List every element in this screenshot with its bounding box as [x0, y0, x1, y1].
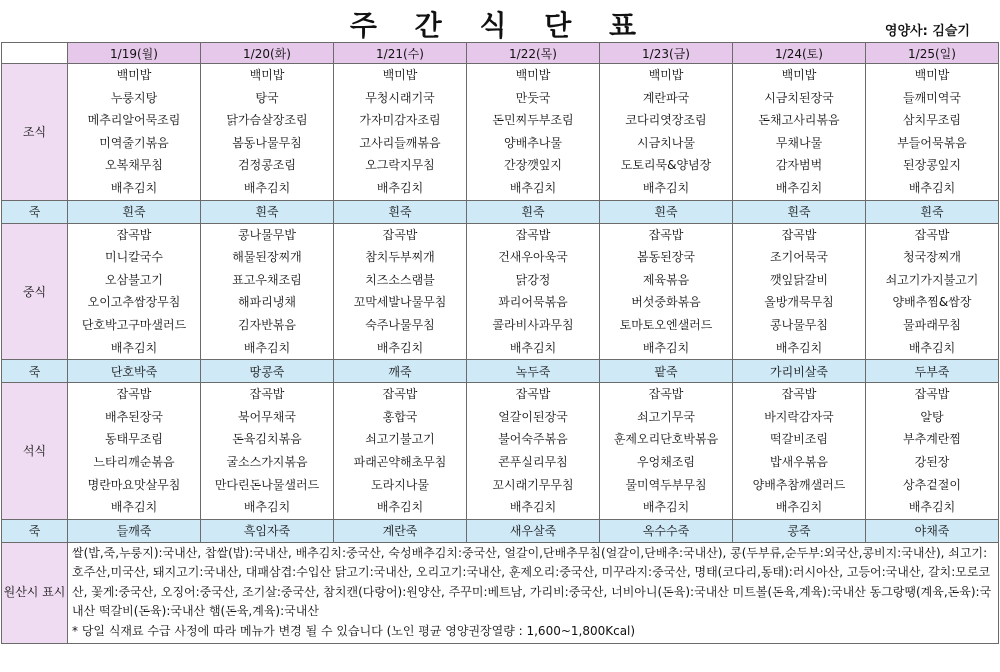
menu-item: 시금치된장국 — [764, 90, 834, 105]
menu-item: 배추김치 — [908, 500, 956, 515]
menu-item: 잡곡밥 — [914, 227, 950, 242]
menu-item: 들깨미역국 — [903, 90, 961, 105]
menu-item: 배추김치 — [243, 340, 291, 355]
menu-item: 잡곡밥 — [116, 387, 152, 402]
menu-change-note: * 당일 식재료 수급 사정에 따라 메뉴가 변경 될 수 있습니다 (노인 평균 영양권장열량 : 1,600~1,800Kcal) — [72, 624, 636, 639]
menu-item: 도토리묵&양념장 — [620, 158, 712, 173]
menu-item: 얼갈이된장국 — [498, 409, 568, 424]
breakfast-cell-fri — [600, 64, 733, 201]
menu-item: 배추김치 — [509, 180, 557, 195]
juk-cell: 흰죽 — [866, 200, 999, 223]
juk-cell: 옥수수죽 — [600, 519, 733, 542]
juk-cell: 가리비살죽 — [733, 360, 866, 383]
menu-item: 바지락감자국 — [764, 409, 834, 424]
dinner-cell-sat — [733, 383, 866, 520]
menu-item: 표고우채조림 — [232, 272, 302, 287]
menu-item: 돈민찌두부조림 — [492, 113, 574, 128]
dinner-cell-tue — [201, 383, 334, 520]
juk-cell: 콩죽 — [733, 519, 866, 542]
menu-item: 돈육김치볶음 — [232, 432, 302, 447]
menu-item: 양배추찜&쌈장 — [892, 295, 972, 310]
lunch-label: 중식 — [2, 223, 68, 360]
menu-item: 만둣국 — [515, 90, 551, 105]
day-header: 1/20(화) — [201, 43, 334, 64]
menu-item: 배추김치 — [243, 500, 291, 515]
breakfast-cell-mon — [68, 64, 201, 201]
menu-item: 치즈소스램블 — [365, 272, 435, 287]
menu-item: 꼬막세발나물무침 — [353, 295, 447, 310]
menu-item: 부들어묵볶음 — [897, 135, 967, 150]
lunch-cell-thu — [467, 223, 600, 360]
menu-item: 조기어묵국 — [770, 250, 828, 265]
dinner-row — [2, 383, 999, 520]
breakfast-cell-sun — [866, 64, 999, 201]
menu-item: 부추계란찜 — [903, 432, 961, 447]
menu-item: 검정콩조림 — [238, 158, 296, 173]
menu-item: 배추김치 — [376, 180, 424, 195]
menu-item: 된장콩잎지 — [903, 158, 961, 173]
menu-item: 명란마요맛살무침 — [87, 477, 181, 492]
menu-item: 배추김치 — [509, 340, 557, 355]
dietitian-name: 영양사: 김슬기 — [884, 24, 970, 39]
menu-item: 훈제오리단호박볶음 — [613, 432, 719, 447]
menu-item: 백미밥 — [781, 68, 817, 82]
menu-item: 버섯중화볶음 — [631, 295, 701, 310]
lunch-cell-tue — [201, 223, 334, 360]
juk-cell: 계란죽 — [334, 519, 467, 542]
menu-item: 배추김치 — [243, 180, 291, 195]
menu-item: 콜라비사과무침 — [492, 317, 574, 332]
juk-cell: 단호박죽 — [68, 360, 201, 383]
menu-item: 닭강정 — [515, 272, 551, 287]
juk-cell: 흰죽 — [334, 200, 467, 223]
menu-item: 꽈리어묵볶음 — [498, 295, 568, 310]
juk-cell: 새우살죽 — [467, 519, 600, 542]
menu-item: 배추김치 — [775, 180, 823, 195]
juk-cell: 들깨죽 — [68, 519, 201, 542]
juk-label: 죽 — [2, 519, 68, 542]
juk-breakfast-row — [2, 200, 999, 223]
juk-cell: 흰죽 — [467, 200, 600, 223]
juk-cell: 흑임자죽 — [201, 519, 334, 542]
day-header: 1/25(일) — [866, 43, 999, 64]
day-header-row — [2, 43, 999, 64]
dinner-cell-sun — [866, 383, 999, 520]
juk-cell: 흰죽 — [600, 200, 733, 223]
breakfast-cell-wed — [334, 64, 467, 201]
page-title: 주 간 식 단 표 — [349, 9, 651, 42]
menu-item: 탕국 — [255, 90, 279, 105]
menu-item: 배추김치 — [775, 340, 823, 355]
menu-item: 백미밥 — [914, 68, 950, 82]
menu-item: 만다린돈나물샐러드 — [214, 477, 320, 492]
lunch-cell-fri — [600, 223, 733, 360]
day-header: 1/21(수) — [334, 43, 467, 64]
menu-item: 배추김치 — [642, 180, 690, 195]
menu-item: 잡곡밥 — [382, 227, 418, 242]
menu-item: 건새우아욱국 — [498, 250, 568, 265]
menu-item: 해물된장찌개 — [232, 250, 302, 265]
menu-item: 굴소스가지볶음 — [226, 454, 308, 469]
menu-item: 물미역두부무침 — [625, 477, 707, 492]
menu-item: 배추김치 — [908, 340, 956, 355]
origin-label: 원산시 표시 — [2, 542, 68, 643]
juk-cell: 두부죽 — [866, 360, 999, 383]
lunch-cell-wed — [334, 223, 467, 360]
menu-item: 잡곡밥 — [515, 387, 551, 402]
menu-item: 콩나물무밥 — [238, 227, 296, 242]
lunch-cell-sat — [733, 223, 866, 360]
menu-item: 배추김치 — [110, 180, 158, 195]
menu-item: 배추김치 — [110, 500, 158, 515]
menu-item: 백미밥 — [515, 68, 551, 82]
day-header: 1/19(월) — [68, 43, 201, 64]
menu-item: 간장깻잎지 — [504, 158, 562, 173]
menu-item: 잡곡밥 — [116, 227, 152, 242]
lunch-cell-sun — [866, 223, 999, 360]
menu-item: 토마토오엔샐러드 — [619, 317, 713, 332]
menu-item: 쇠고기무국 — [637, 409, 695, 424]
juk-lunch-row — [2, 360, 999, 383]
menu-item: 배추김치 — [908, 180, 956, 195]
breakfast-cell-tue — [201, 64, 334, 201]
menu-item: 봄동나물무침 — [232, 135, 302, 150]
menu-item: 잡곡밥 — [515, 227, 551, 242]
juk-cell: 흰죽 — [201, 200, 334, 223]
menu-item: 코다리엿장조림 — [625, 113, 707, 128]
juk-cell: 흰죽 — [68, 200, 201, 223]
dinner-cell-mon — [68, 383, 201, 520]
juk-cell: 흰죽 — [733, 200, 866, 223]
juk-cell: 땅콩죽 — [201, 360, 334, 383]
menu-item: 닭가슴살장조림 — [226, 113, 308, 128]
breakfast-label: 조식 — [2, 64, 68, 201]
day-header: 1/22(목) — [467, 43, 600, 64]
menu-item: 제육볶음 — [642, 272, 690, 287]
menu-item: 상추겉절이 — [903, 477, 961, 492]
menu-item: 파래곤약해초무침 — [353, 454, 447, 469]
dinner-cell-fri — [600, 383, 733, 520]
menu-item: 봄동된장국 — [637, 250, 695, 265]
menu-item: 쇠고기가지불고기 — [885, 272, 979, 287]
menu-item: 배추김치 — [775, 500, 823, 515]
menu-item: 오삼불고기 — [105, 272, 163, 287]
menu-item: 잡곡밥 — [382, 387, 418, 402]
menu-item: 꼬시래기무무침 — [492, 477, 574, 492]
menu-item: 무채나물 — [775, 135, 823, 150]
menu-item: 청국장찌개 — [903, 250, 961, 265]
menu-item: 밥새우볶음 — [770, 454, 828, 469]
menu-item: 양배추참깨샐러드 — [752, 477, 846, 492]
menu-item: 쇠고기불고기 — [365, 432, 435, 447]
juk-cell: 팥죽 — [600, 360, 733, 383]
menu-item: 올방개묵무침 — [764, 295, 834, 310]
menu-item: 미역줄기볶음 — [99, 135, 169, 150]
menu-item: 누룽지탕 — [110, 90, 158, 105]
menu-item: 홍합국 — [382, 409, 418, 424]
dinner-cell-thu — [467, 383, 600, 520]
menu-item: 깻잎닭갈비 — [770, 272, 828, 287]
header — [0, 0, 1000, 42]
menu-item: 배추김치 — [376, 340, 424, 355]
breakfast-row — [2, 64, 999, 201]
juk-cell: 녹두죽 — [467, 360, 600, 383]
menu-item: 고사리들깨볶음 — [359, 135, 441, 150]
menu-item: 잡곡밥 — [648, 387, 684, 402]
menu-item: 느타리깨순볶음 — [93, 454, 175, 469]
menu-item: 백미밥 — [648, 68, 684, 82]
menu-item: 무청시래기국 — [365, 90, 435, 105]
lunch-cell-mon — [68, 223, 201, 360]
menu-item: 메추리알어묵조림 — [87, 113, 181, 128]
menu-item: 백미밥 — [382, 68, 418, 82]
menu-item: 김자반볶음 — [238, 317, 296, 332]
menu-item: 돈채고사리볶음 — [758, 113, 840, 128]
weekly-menu-table — [1, 42, 999, 644]
menu-item: 잡곡밥 — [648, 227, 684, 242]
day-header: 1/24(토) — [733, 43, 866, 64]
juk-cell: 야채죽 — [866, 519, 999, 542]
juk-dinner-row — [2, 519, 999, 542]
menu-item: 배추김치 — [509, 500, 557, 515]
menu-item: 떡갈비조림 — [770, 432, 828, 447]
juk-label: 죽 — [2, 360, 68, 383]
menu-item: 오그락지무침 — [365, 158, 435, 173]
menu-item: 알탕 — [920, 409, 944, 424]
breakfast-cell-sat — [733, 64, 866, 201]
menu-item: 백미밥 — [249, 68, 285, 82]
menu-item: 양배추나물 — [504, 135, 562, 150]
origin-text — [68, 542, 999, 643]
menu-item: 해파리냉채 — [238, 295, 296, 310]
menu-item: 강된장 — [914, 454, 950, 469]
menu-item: 도라지나물 — [371, 477, 429, 492]
menu-item: 숙주나물무침 — [365, 317, 435, 332]
breakfast-cell-thu — [467, 64, 600, 201]
menu-item: 삼치무조림 — [903, 113, 961, 128]
juk-cell: 깨죽 — [334, 360, 467, 383]
menu-item: 배추김치 — [110, 340, 158, 355]
menu-item: 오이고추쌈장무침 — [87, 295, 181, 310]
menu-item: 배추김치 — [642, 500, 690, 515]
menu-item: 단호박고구마샐러드 — [81, 317, 187, 332]
menu-item: 미니칼국수 — [105, 250, 163, 265]
corner-cell — [2, 43, 68, 64]
menu-item: 잡곡밥 — [781, 387, 817, 402]
origin-row — [2, 542, 999, 643]
origin-details: 쌀(밥,죽,누룽지):국내산, 찹쌀(밥):국내산, 배추김치:중국산, 숙성배추김치:중국산, 얼갈이,단배추무침(얼갈이,단배추:국내산), 콩(두부류,순두부:외국산,콩비지:국내산), 쇠고기:호주산,미국산, 돼지고기:국내산, 대패삼겹:수입산 닭고기:국내산, 오리고기:국내산, 훈제오리:중국산, 미꾸라지:중국산, 명태(코다리,동태):러시아산, 고등어:국내산, 갈치:모로코산, 꽃게:중국산, 오징어:중국산, 조기살:중국산, 참치캔(다랑어):원양산, 주꾸미:베트남, 가리비:중국산, 너비아니(돈육):국내산 미트볼(돈육,계육):국내산 동그랑땡(계육,돈육):국내산 떡갈비(돈육):국내산 햄(돈육,계육):국내산 — [72, 545, 992, 619]
menu-item: 물파래무침 — [903, 317, 961, 332]
day-header: 1/23(금) — [600, 43, 733, 64]
menu-item: 우엉채조림 — [637, 454, 695, 469]
menu-item: 시금치나물 — [637, 135, 695, 150]
dinner-label: 석식 — [2, 383, 68, 520]
menu-item: 오복채무침 — [105, 158, 163, 173]
menu-item: 동태무조림 — [105, 432, 163, 447]
menu-item: 잡곡밥 — [914, 387, 950, 402]
menu-item: 배추된장국 — [105, 409, 163, 424]
menu-item: 배추김치 — [642, 340, 690, 355]
juk-label: 죽 — [2, 200, 68, 223]
menu-item: 참치두부찌개 — [365, 250, 435, 265]
lunch-row — [2, 223, 999, 360]
menu-item: 잡곡밥 — [781, 227, 817, 242]
menu-item: 계란파국 — [642, 90, 690, 105]
menu-item: 콘푸실리무침 — [498, 454, 568, 469]
menu-item: 감자범벅 — [775, 158, 823, 173]
dinner-cell-wed — [334, 383, 467, 520]
menu-item: 불어숙주볶음 — [498, 432, 568, 447]
menu-item: 가자미감자조림 — [359, 113, 441, 128]
menu-item: 백미밥 — [116, 68, 152, 82]
menu-item: 잡곡밥 — [249, 387, 285, 402]
menu-item: 북어무채국 — [238, 409, 296, 424]
menu-item: 콩나물무침 — [770, 317, 828, 332]
menu-item: 배추김치 — [376, 500, 424, 515]
